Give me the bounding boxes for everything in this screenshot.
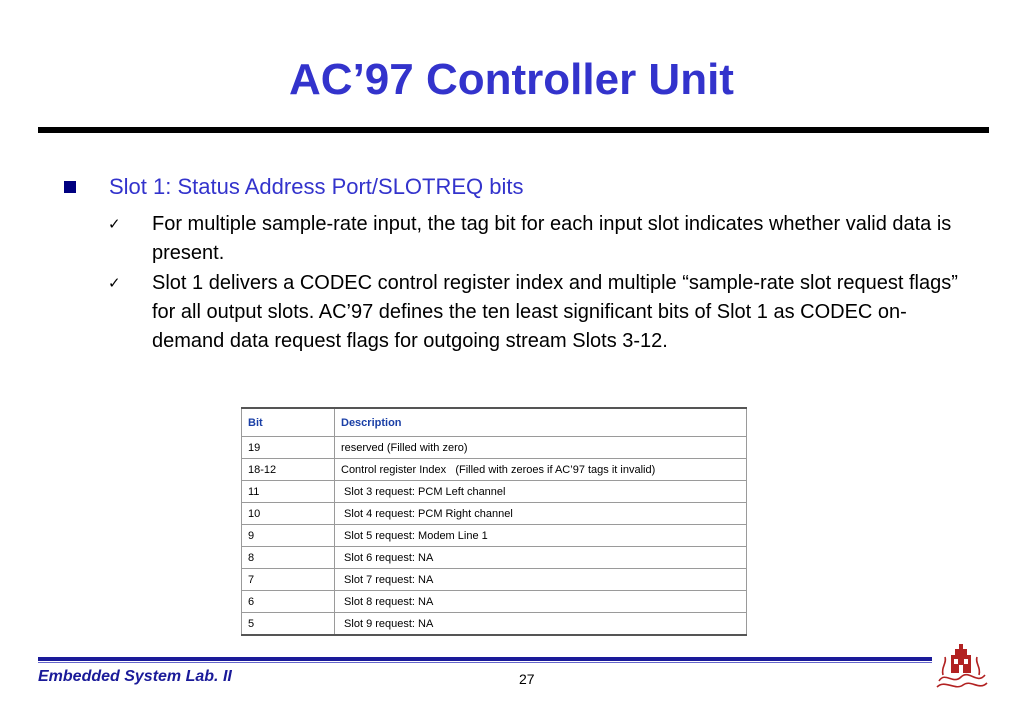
table-row <box>242 613 747 636</box>
table-header-row <box>242 408 747 437</box>
cell-description: Slot 3 request: PCM Left channel <box>335 481 747 503</box>
cell-description: Slot 9 request: NA <box>335 613 747 636</box>
cell-bit: 9 <box>242 525 335 547</box>
table-row <box>242 459 747 481</box>
cell-bit: 6 <box>242 591 335 613</box>
table-row <box>242 437 747 459</box>
slide-title: AC’97 Controller Unit <box>289 55 734 104</box>
header-description: Description <box>335 408 747 437</box>
table-row <box>242 569 747 591</box>
cell-bit: 7 <box>242 569 335 591</box>
footer-divider-thin <box>38 662 932 663</box>
cell-description: Slot 5 request: Modem Line 1 <box>335 525 747 547</box>
footer-lab-name: Embedded System Lab. II <box>38 668 232 685</box>
checkmark-icon: ✓ <box>108 215 121 233</box>
cell-bit: 10 <box>242 503 335 525</box>
slot-bits-table <box>241 407 747 636</box>
cell-bit: 18-12 <box>242 459 335 481</box>
table-row <box>242 503 747 525</box>
table-row <box>242 481 747 503</box>
cell-bit: 8 <box>242 547 335 569</box>
checkmark-icon: ✓ <box>108 274 121 292</box>
main-bullet-text: Slot 1: Status Address Port/SLOTREQ bits <box>109 174 524 199</box>
title-divider <box>38 127 989 133</box>
page-number: 27 <box>519 671 535 687</box>
cell-bit: 11 <box>242 481 335 503</box>
sub-bullet-text: For multiple sample-rate input, the tag bit for each input slot indicates whether valid data is present. <box>152 213 952 264</box>
cell-description: Slot 7 request: NA <box>335 569 747 591</box>
cell-description: Slot 4 request: PCM Right channel <box>335 503 747 525</box>
cell-bit: 5 <box>242 613 335 636</box>
sub-bullet-text: Slot 1 delivers a CODEC control register index and multiple “sample-rate slot request flags” for all output slots. AC’97 defines the ten least significant bits of Slot 1 as CODEC on-demand data request flags for outgoing stream Slots 3-12. <box>152 272 958 352</box>
table-row <box>242 547 747 569</box>
table-row <box>242 591 747 613</box>
cell-bit: 19 <box>242 437 335 459</box>
cell-description: Slot 8 request: NA <box>335 591 747 613</box>
cell-description: reserved (Filled with zero) <box>335 437 747 459</box>
square-bullet-icon <box>64 181 76 193</box>
header-bit: Bit <box>242 408 335 437</box>
footer-divider <box>38 657 932 661</box>
cell-description: Slot 6 request: NA <box>335 547 747 569</box>
table-row <box>242 525 747 547</box>
cell-description: Control register Index (Filled with zeroes if AC’97 tags it invalid) <box>335 459 747 481</box>
university-seal-icon <box>933 641 989 697</box>
